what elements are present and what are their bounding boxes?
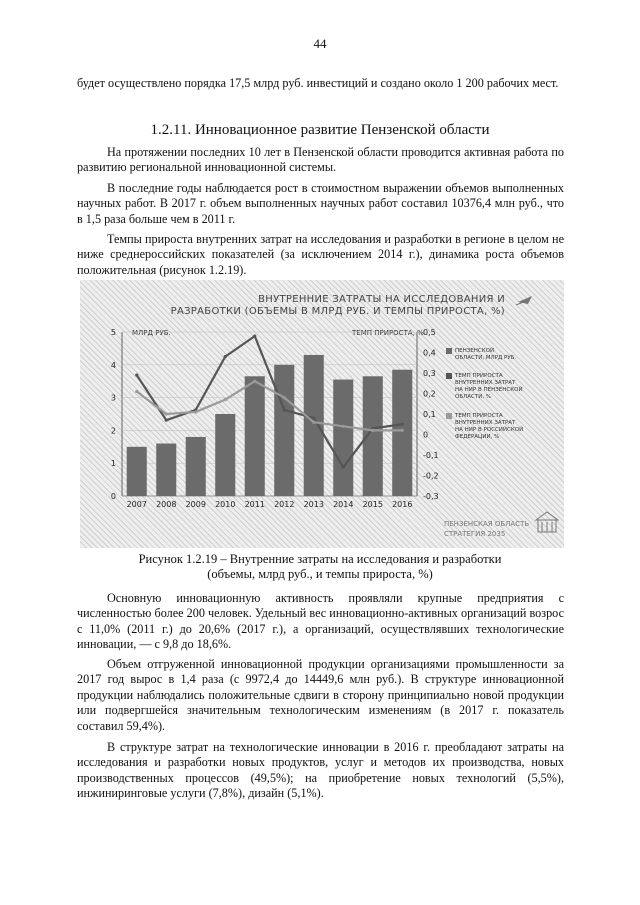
line-point-2-2012 (283, 396, 286, 399)
legend-item-2-line3: НА НИР В ПЕНЗЕНСКОЙ (455, 387, 523, 393)
legend-swatch-line-rf (446, 413, 452, 419)
line-point-2-2009 (194, 410, 197, 413)
logo-text-line2: СТРАТЕГИЯ 2035 (444, 530, 506, 538)
bar-2009 (186, 437, 206, 496)
legend-item-2-line4: ОБЛАСТИ, % (455, 394, 492, 400)
x-tick-label: 2011 (244, 500, 265, 509)
x-tick-label: 2012 (274, 500, 295, 509)
legend-item-1-line1: ПЕНЗЕНСКОЙ (455, 348, 495, 354)
figure-caption (0, 552, 640, 582)
legend-item-3-line1: ТЕМП ПРИРОСТА (455, 413, 503, 419)
line-point-2-2008 (165, 412, 168, 415)
bar-2010 (215, 414, 235, 496)
left-tick-label: 5 (110, 328, 116, 337)
bar-2016 (392, 370, 412, 496)
line-series-1 (137, 336, 403, 467)
legend-item-2-line1: ТЕМП ПРИРОСТА (455, 373, 503, 379)
x-tick-label: 2010 (215, 500, 236, 509)
chart-svg (80, 280, 564, 548)
line-point-1-2016 (401, 423, 404, 426)
left-tick-label: 1 (110, 459, 116, 469)
line-point-2-2011 (253, 380, 256, 383)
line-point-2-2010 (224, 398, 227, 401)
right-tick-label: 0,4 (423, 348, 436, 358)
paragraph-4: Основную инновационную активность проявляли крупные предприятия с численностью более 200 человек. Удельный вес инновационно-активных организаций возрос с 11,0% (2011 г.) до 20,6% (2017 г.), а организаций, осуществлявших технологические инновации, — с 9,8 до 18,6%. (77, 591, 564, 652)
legend-item-3-line4: ФЕДЕРАЦИИ, % (455, 434, 500, 440)
line-series-2 (137, 381, 403, 430)
legend-item-2-line2: ВНУТРЕННИХ ЗАТРАТ (455, 380, 516, 386)
x-tick-label: 2009 (185, 500, 206, 509)
line-point-2-2015 (371, 429, 374, 432)
line-point-1-2010 (224, 355, 227, 358)
bar-2011 (245, 376, 265, 496)
left-tick-label: 3 (110, 393, 116, 403)
bar-2013 (304, 355, 324, 496)
page-number: 44 (313, 36, 327, 51)
paragraph-3: Темпы прироста внутренних затрат на исследования и разработки в регионе в целом не ниже среднероссийских показателей (за исключением 2014 г.), динамика роста объемов положительная (рисунок 1.2.19). (77, 232, 564, 277)
line-point-1-2011 (253, 335, 256, 338)
x-tick-label: 2007 (126, 500, 147, 509)
bar-2014 (333, 380, 353, 496)
left-tick-label: 2 (110, 426, 116, 436)
right-tick-label: -0,1 (423, 451, 439, 460)
line-point-1-2008 (165, 419, 168, 422)
right-tick-label: 0,1 (423, 410, 436, 419)
legend-swatch-bar (446, 348, 452, 354)
right-tick-label: -0,3 (423, 492, 439, 501)
left-tick-label: 0 (110, 492, 116, 501)
line-point-2-2014 (342, 425, 345, 428)
building-icon (536, 512, 558, 532)
chart-title-line1: ВНУТРЕННИЕ ЗАТРАТЫ НА ИССЛЕДОВАНИЯ И (258, 294, 505, 305)
region-logo (444, 512, 558, 538)
x-tick-label: 2008 (156, 500, 177, 509)
right-axis-label: ТЕМП ПРИРОСТА, % (352, 329, 424, 337)
x-tick-label: 2013 (303, 500, 324, 509)
legend-item-3-line2: ВНУТРЕННИХ ЗАТРАТ (455, 420, 516, 426)
right-tick-label: 0 (423, 430, 429, 440)
section-heading: 1.2.11. Инновационное развитие Пензенской области (150, 122, 490, 138)
line-point-2-2013 (312, 421, 315, 424)
right-tick-label: 0,5 (423, 328, 436, 337)
line-point-1-2007 (135, 373, 138, 376)
paragraph-6: В структуре затрат на технологические инновации в 2016 г. преобладают затраты на исследования и разработки новых продуктов, услуг и методов их производства, новых производственных процессов (49,5%); на приобретение новых технологий (5,5%), инжиниринговые услуги (7,8%), дизайн (5,1%). (77, 740, 564, 801)
line-point-1-2014 (342, 466, 345, 469)
bar-2012 (274, 365, 294, 496)
right-tick-label: -0,2 (423, 471, 439, 481)
chart-title-line2: РАЗРАБОТКИ (ОБЪЕМЫ В МЛРД РУБ. И ТЕМПЫ ПРИРОСТА, %) (170, 306, 505, 317)
bar-2008 (156, 444, 176, 496)
logo-text-line1: ПЕНЗЕНСКАЯ ОБЛАСТЬ (444, 520, 530, 528)
right-tick-label: 0,3 (423, 369, 436, 378)
figure-chart (80, 280, 564, 548)
legend (446, 347, 523, 440)
line-point-2-2007 (135, 390, 138, 393)
bar-2007 (127, 447, 147, 496)
right-tick-label: 0,2 (423, 389, 436, 399)
legend-item-1-line2: ОБЛАСТИ, МЛРД РУБ. (455, 355, 517, 361)
caption-line-2: (объемы, млрд руб., и темпы прироста, %) (207, 567, 433, 581)
x-tick-label: 2014 (333, 500, 354, 509)
paragraph-5: Объем отгруженной инновационной продукции организациями промышленности за 2017 год вырос в 1,4 раза (с 9972,4 до 14449,6 млн руб.). В структуре инновационной продукции наблюдались положительные сдвиги в сторону принципиально новой продукции или подвергшейся значительным технологическим изменениям (в 2017 г. показатель составил 59,4%). (77, 657, 564, 733)
intro-paragraph: будет осуществлено порядка 17,5 млрд руб. инвестиций и создано около 1 200 рабочих мест. (77, 76, 559, 90)
line-point-1-2013 (312, 417, 315, 420)
paragraph-1: На протяжении последних 10 лет в Пензенской области проводится активная работа по развитию региональной инновационной системы. (77, 145, 564, 175)
left-axis-label: МЛРД РУБ. (132, 329, 171, 337)
line-point-2-2016 (401, 429, 404, 432)
left-tick-label: 4 (110, 360, 116, 370)
line-point-1-2012 (283, 408, 286, 411)
legend-swatch-line-region (446, 373, 452, 379)
paragraph-2: В последние годы наблюдается рост в стоимостном выражении объемов выполненных научных работ. В 2017 г. объем выполненных научных работ составил 10376,4 млн руб., что в 1,5 раза больше чем в 2011 г. (77, 181, 564, 226)
caption-line-1: Рисунок 1.2.19 – Внутренние затраты на исследования и разработки (138, 552, 502, 566)
x-tick-label: 2016 (392, 500, 413, 509)
pen-nib-icon (516, 296, 532, 305)
legend-item-3-line3: НА НИР В РОССИЙСКОЙ (455, 427, 524, 433)
x-tick-label: 2015 (362, 500, 383, 509)
